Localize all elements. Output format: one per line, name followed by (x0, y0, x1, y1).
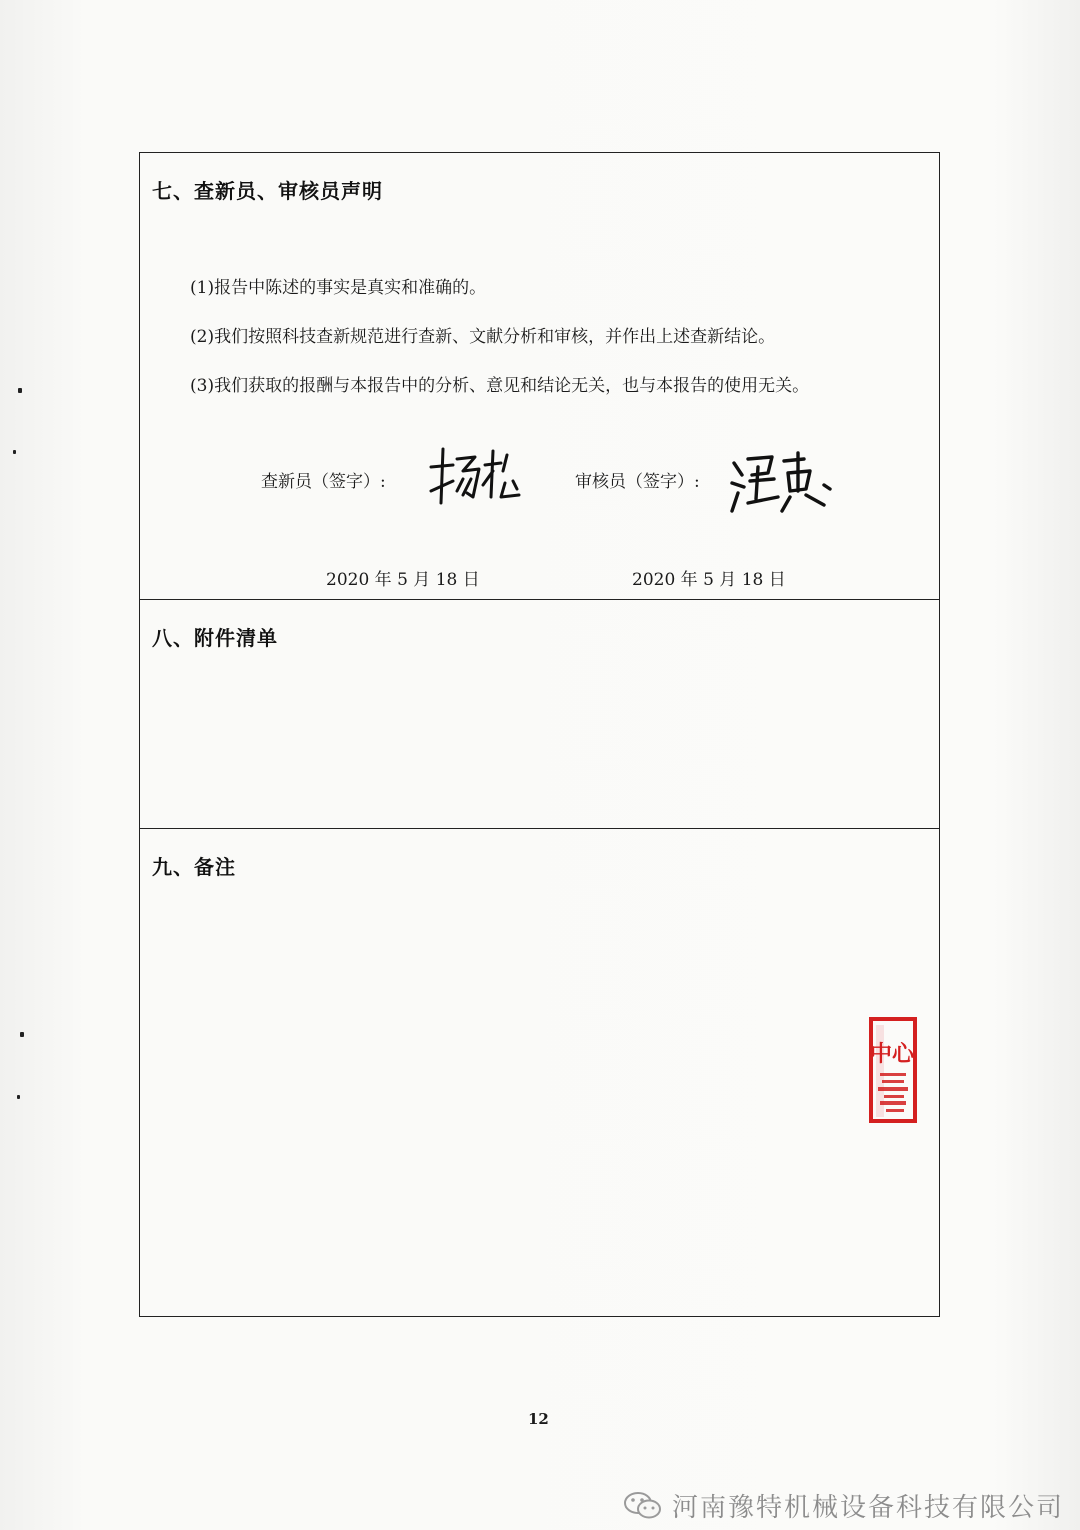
section-statement (140, 153, 939, 600)
reviewer-signature-label: 审核员（签字）: (575, 472, 700, 492)
searcher-signature (423, 441, 523, 511)
binding-mark (13, 450, 16, 454)
red-seal-stamp (868, 1017, 918, 1124)
section-remarks (140, 829, 939, 1316)
section-attachments (140, 600, 939, 829)
seal-text: 中心 (870, 1042, 915, 1067)
statement-item-1: (1)报告中陈述的事实是真实和准确的。 (190, 278, 487, 298)
binding-mark (18, 388, 22, 393)
page-number: 12 (528, 1410, 549, 1428)
searcher-signature-label: 查新员（签字）: (261, 472, 386, 492)
statement-item-2: (2)我们按照科技查新规范进行查新、文献分析和审核，并作出上述查新结论。 (190, 327, 776, 347)
reviewer-sign-date: 2020 年 5 月 18 日 (632, 570, 786, 590)
section-title-statement: 七、查新员、审核员声明 (152, 179, 383, 203)
statement-item-3: (3)我们获取的报酬与本报告中的分析、意见和结论无关，也与本报告的使用无关。 (190, 376, 810, 396)
binding-mark (17, 1095, 20, 1099)
section-title-attachments: 八、附件清单 (152, 626, 278, 650)
report-form-table (139, 152, 940, 1317)
wechat-icon (622, 1490, 664, 1522)
section-title-remarks: 九、备注 (152, 855, 236, 879)
watermark-text: 河南豫特机械设备科技有限公司 (672, 1493, 1065, 1523)
reviewer-signature (728, 445, 834, 517)
binding-mark (20, 1032, 24, 1037)
wechat-watermark (622, 1487, 1064, 1524)
searcher-sign-date: 2020 年 5 月 18 日 (326, 570, 480, 590)
